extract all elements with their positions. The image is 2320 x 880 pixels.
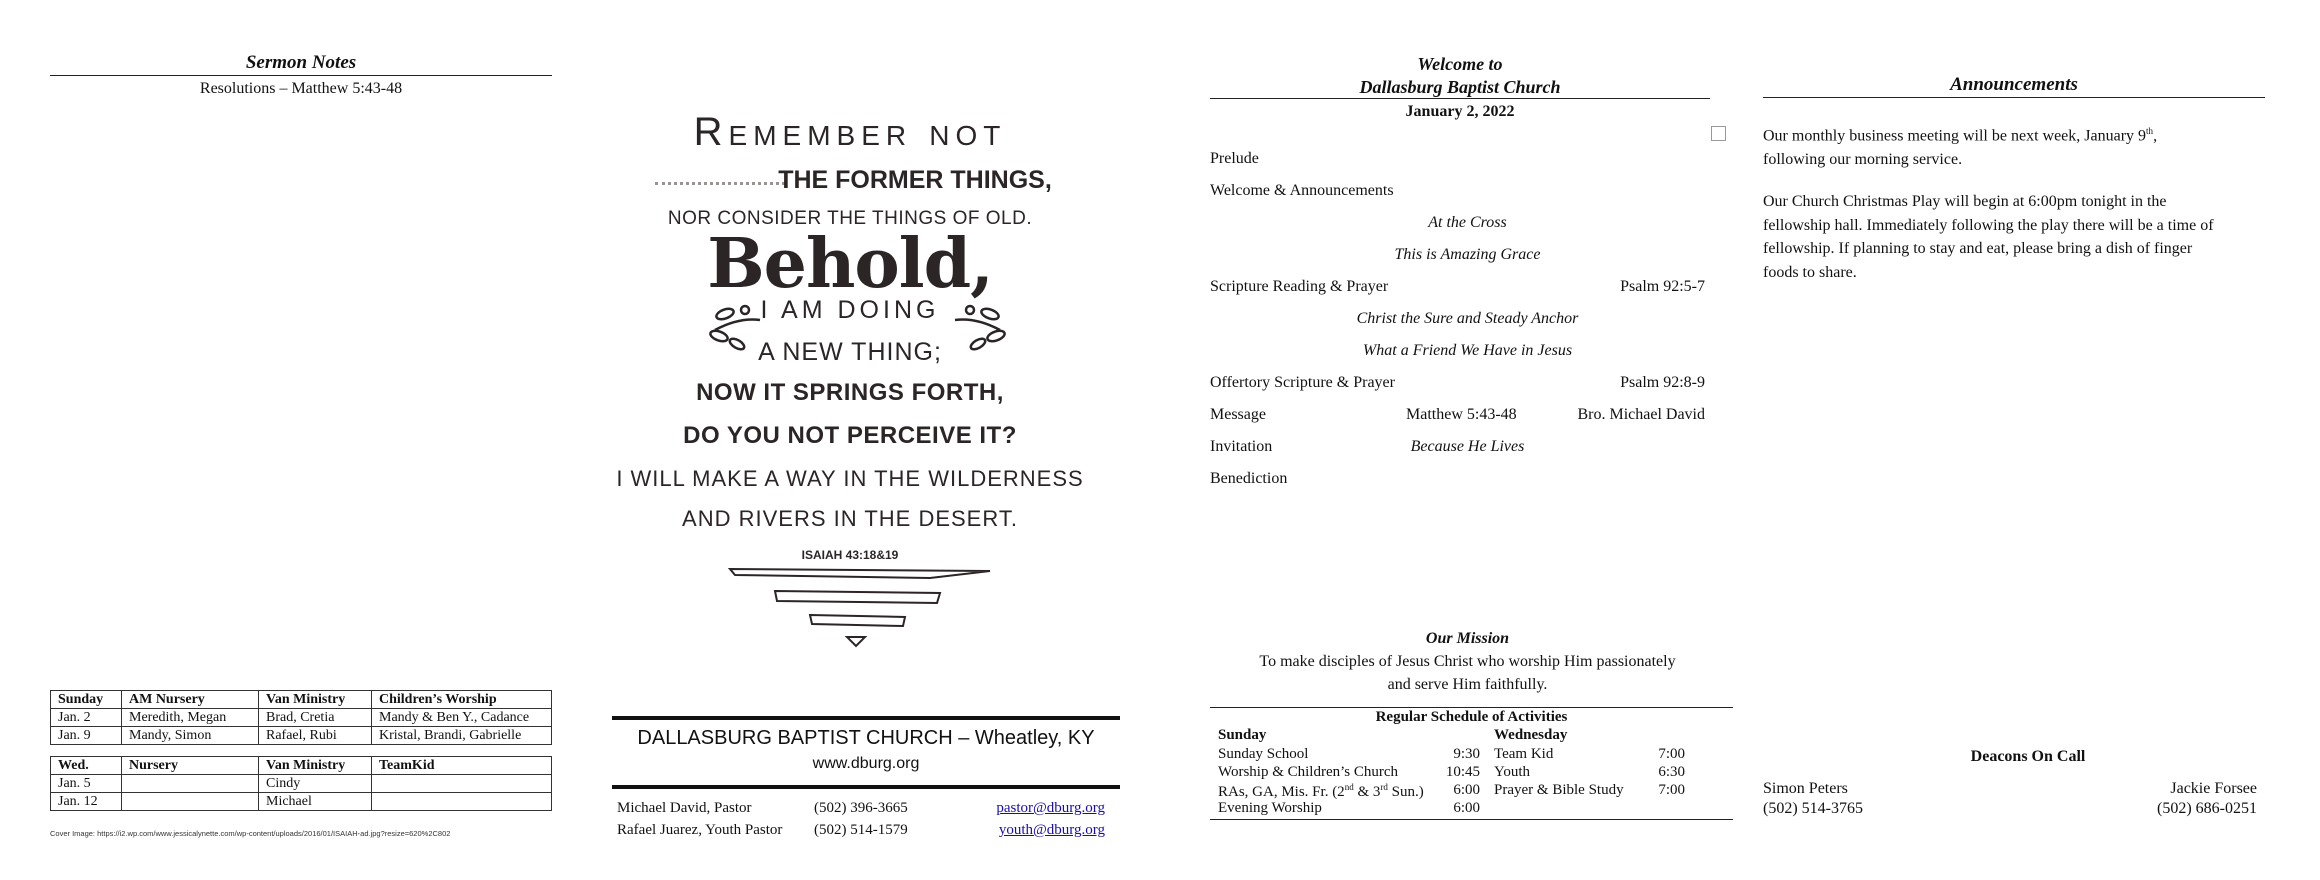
- service-date: January 2, 2022: [1405, 103, 1515, 120]
- church-website: www.dburg.org: [812, 755, 920, 772]
- table-header-cell: Wed.: [51, 757, 122, 775]
- announcement-line: fellowship hall. Immediately following the play there will be a time of: [1763, 216, 2214, 234]
- table-row: [51, 727, 552, 745]
- superscript: th: [2146, 126, 2154, 136]
- activity-name: Evening Worship: [1218, 800, 1322, 816]
- sunday-label: Sunday: [1218, 727, 1267, 743]
- wednesday-label: Wednesday: [1494, 727, 1568, 743]
- verse-text: THE FORMER THINGS,: [778, 166, 1052, 194]
- superscript: nd: [1344, 782, 1354, 792]
- mission-text: and serve Him faithfully.: [1387, 676, 1548, 693]
- welcome-heading: Welcome to: [1417, 54, 1503, 74]
- scripture-reference: Psalm 92:5-7: [1620, 278, 1705, 295]
- staff-phone: (502) 396-3665: [814, 800, 908, 816]
- deacon-name: Jackie Forsee: [2170, 780, 2257, 797]
- table-cell: Brad, Cretia: [259, 709, 372, 727]
- order-item-prelude: Prelude: [1210, 150, 1259, 167]
- order-item-invitation: Invitation: [1210, 438, 1273, 455]
- order-song: At the Cross: [1428, 214, 1507, 231]
- order-item-scripture: Scripture Reading & Prayer: [1210, 278, 1389, 295]
- verse-text: Remember not: [693, 110, 1007, 154]
- mission-text: To make disciples of Jesus Christ who worship Him passionately: [1259, 653, 1676, 670]
- table-cell: [372, 793, 552, 811]
- announcement-line: fellowship. If planning to stay and eat, please bring a dish of finger: [1763, 240, 2193, 257]
- activity-time: 6:00: [1453, 800, 1480, 816]
- activity-text: Sun.): [1387, 784, 1424, 800]
- verse-line-perceive: DO YOU NOT PERCEIVE IT?: [683, 422, 1017, 449]
- announcement-paragraph: [1763, 120, 2273, 171]
- table-cell: Jan. 5: [51, 775, 122, 793]
- announcement-line: Our Church Christmas Play will begin at 6:00pm tonight in the: [1763, 193, 2167, 210]
- table-header-row: [51, 691, 552, 709]
- table-cell: Kristal, Brandi, Gabrielle: [372, 727, 552, 745]
- table-header-cell: Children’s Worship: [372, 691, 552, 709]
- activity-name: Prayer & Bible Study: [1494, 782, 1624, 798]
- decorative-banner-icon: [725, 565, 995, 650]
- order-song: Because He Lives: [1410, 438, 1525, 455]
- activity-name: Youth: [1494, 764, 1530, 780]
- table-cell: Cindy: [259, 775, 372, 793]
- deacons-title: Deacons On Call: [1970, 748, 2086, 765]
- verse-line-former: [600, 166, 1100, 195]
- activity-time: 7:00: [1658, 782, 1685, 798]
- verse-line-behold: Behold,: [707, 224, 993, 304]
- activity-time: 7:00: [1658, 746, 1685, 762]
- divider: [612, 716, 1120, 720]
- superscript: rd: [1380, 782, 1388, 792]
- activity-time: 6:30: [1658, 764, 1685, 780]
- table-header-cell: Van Ministry: [259, 691, 372, 709]
- message-speaker: Bro. Michael David: [1577, 406, 1705, 423]
- table-header-cell: Nursery: [122, 757, 259, 775]
- order-item-benediction: Benediction: [1210, 470, 1288, 487]
- table-cell: Mandy & Ben Y., Cadance: [372, 709, 552, 727]
- checkbox[interactable]: [1711, 126, 1726, 141]
- table-cell: Jan. 9: [51, 727, 122, 745]
- mission-title: Our Mission: [1425, 630, 1510, 647]
- announcement-text: Our monthly business meeting will be next week, January 9: [1763, 127, 2147, 145]
- verse-reference: ISAIAH 43:18&19: [801, 548, 899, 562]
- verse-line-consider: NOR CONSIDER THE THINGS OF OLD.: [667, 208, 1033, 229]
- announcement-paragraph: [1763, 190, 2273, 284]
- activity-name: Sunday School: [1218, 746, 1309, 762]
- table-cell: [122, 793, 259, 811]
- sermon-notes-title: Sermon Notes: [50, 52, 552, 76]
- announcement-line: [1763, 120, 2273, 148]
- divider: [1210, 707, 1733, 708]
- deacon-name: Simon Peters: [1763, 780, 1848, 797]
- divider: [1210, 819, 1733, 820]
- divider: [612, 785, 1120, 789]
- pastor-email-link[interactable]: pastor@dburg.org: [996, 800, 1105, 816]
- order-song: What a Friend We Have in Jesus: [1362, 342, 1573, 359]
- message-reference: Matthew 5:43-48: [1406, 406, 1517, 423]
- cover-image-credit: Cover Image: https://i2.wp.com/www.jessicalynette.com/wp-content/uploads/2016/01/ISAIAH-ad.jpg?resize=620%2C802: [50, 829, 451, 838]
- sunday-volunteer-table: [50, 690, 552, 745]
- youth-email-link[interactable]: youth@dburg.org: [998, 822, 1105, 838]
- table-row: [51, 709, 552, 727]
- table-cell: Rafael, Rubi: [259, 727, 372, 745]
- table-header-cell: AM Nursery: [122, 691, 259, 709]
- table-cell: [122, 775, 259, 793]
- activity-time: 9:30: [1453, 746, 1480, 762]
- announcement-text: ,: [2153, 127, 2158, 145]
- deacon-phone: (502) 686-0251: [2157, 800, 2257, 817]
- table-cell: Jan. 2: [51, 709, 122, 727]
- staff-name: Rafael Juarez, Youth Pastor: [617, 822, 783, 838]
- table-row: [51, 775, 552, 793]
- table-cell: Michael: [259, 793, 372, 811]
- staff-phone: (502) 514-1579: [814, 822, 908, 838]
- activity-time: 6:00: [1453, 782, 1480, 798]
- verse-line-new-thing: A NEW THING;: [758, 338, 942, 366]
- activity-time: 10:45: [1445, 764, 1480, 780]
- sermon-notes-subtitle: Resolutions – Matthew 5:43-48: [199, 80, 403, 97]
- order-item-offertory: Offertory Scripture & Prayer: [1210, 374, 1395, 391]
- verse-line-wilderness: I WILL MAKE A WAY IN THE WILDERNESS: [616, 466, 1084, 491]
- order-song: This is Amazing Grace: [1394, 246, 1541, 263]
- order-item-welcome: Welcome & Announcements: [1210, 182, 1394, 199]
- regular-schedule-title: Regular Schedule of Activities: [1375, 709, 1568, 725]
- activity-name: Team Kid: [1494, 746, 1554, 762]
- verse-line-desert: AND RIVERS IN THE DESERT.: [682, 506, 1018, 531]
- church-heading: Dallasburg Baptist Church: [1210, 77, 1710, 99]
- verse-line-springs: NOW IT SPRINGS FORTH,: [696, 379, 1004, 406]
- church-name: DALLASBURG BAPTIST CHURCH – Wheatley, KY: [637, 727, 1095, 749]
- wednesday-volunteer-table: [50, 756, 552, 811]
- table-row: [51, 793, 552, 811]
- activity-name: [1218, 782, 1424, 801]
- table-header-row: [51, 757, 552, 775]
- activity-text: RAs, GA, Mis. Fr. (2: [1218, 784, 1345, 800]
- announcements-title: Announcements: [1763, 74, 2265, 98]
- announcement-line: foods to share.: [1763, 263, 1857, 281]
- table-cell: Mandy, Simon: [122, 727, 259, 745]
- table-header-cell: Sunday: [51, 691, 122, 709]
- offertory-reference: Psalm 92:8-9: [1620, 374, 1705, 391]
- activity-name: Worship & Children’s Church: [1218, 764, 1399, 780]
- order-item-message: Message: [1210, 406, 1266, 423]
- activity-text: & 3: [1353, 784, 1381, 800]
- order-song: Christ the Sure and Steady Anchor: [1356, 310, 1579, 327]
- announcement-line: following our morning service.: [1763, 150, 1963, 168]
- verse-line-remember: [600, 110, 1100, 155]
- table-header-cell: TeamKid: [372, 757, 552, 775]
- deacon-phone: (502) 514-3765: [1763, 800, 1863, 817]
- table-cell: [372, 775, 552, 793]
- table-cell: Meredith, Megan: [122, 709, 259, 727]
- table-header-cell: Van Ministry: [259, 757, 372, 775]
- table-cell: Jan. 12: [51, 793, 122, 811]
- staff-name: Michael David, Pastor: [617, 800, 752, 816]
- verse-line-doing: I AM DOING: [760, 296, 940, 324]
